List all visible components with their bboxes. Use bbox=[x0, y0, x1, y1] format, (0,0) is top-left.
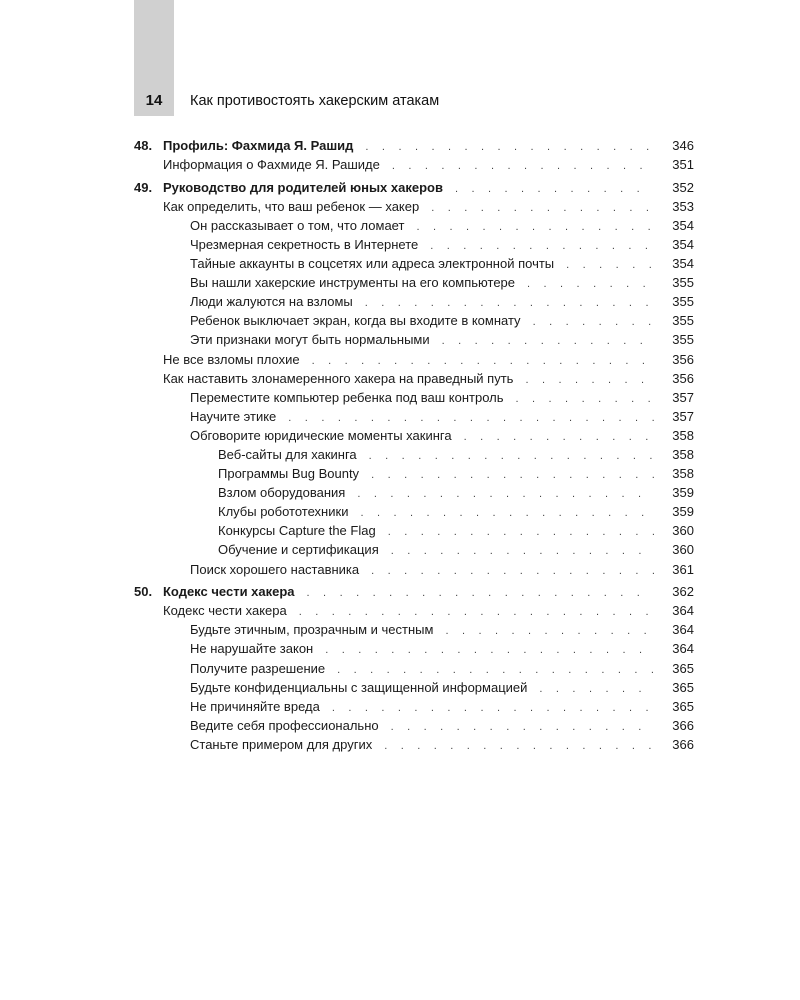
toc-title: Как определить, что ваш ребенок — хакер bbox=[163, 198, 420, 214]
running-title: Как противостоять хакерским атакам bbox=[190, 93, 440, 109]
toc-title: Ведите себя профессионально bbox=[190, 717, 379, 733]
toc-title: Тайные аккаунты в соцсетях или адреса электронной почты bbox=[190, 256, 555, 272]
toc-page-number: 364 bbox=[672, 622, 694, 638]
toc-title: Чрезмерная секретность в Интернете bbox=[190, 236, 419, 252]
toc-page-number: 364 bbox=[672, 641, 694, 657]
toc-entry[interactable] bbox=[134, 197, 694, 216]
toc-page-number: 365 bbox=[672, 660, 694, 676]
toc-page-number: 356 bbox=[672, 370, 694, 386]
toc-page-number: 361 bbox=[672, 561, 694, 577]
toc-page-number: 358 bbox=[672, 427, 694, 443]
dot-leader bbox=[371, 562, 654, 581]
toc-title: Не причиняйте вреда bbox=[190, 698, 320, 714]
toc-entry[interactable] bbox=[134, 330, 694, 349]
toc-page-number: 365 bbox=[672, 698, 694, 714]
toc-entry[interactable] bbox=[134, 407, 694, 426]
toc-title: Люди жалуются на взломы bbox=[190, 294, 353, 310]
toc-entry[interactable] bbox=[134, 502, 694, 521]
toc-page-number: 354 bbox=[672, 217, 694, 233]
toc-page-number: 366 bbox=[672, 736, 694, 752]
toc-entry[interactable] bbox=[134, 311, 694, 330]
toc-title: Клубы робототехники bbox=[218, 504, 349, 520]
toc-page-number: 359 bbox=[672, 485, 694, 501]
toc-page-number: 365 bbox=[672, 679, 694, 695]
toc-entry[interactable] bbox=[134, 369, 694, 388]
toc-entry[interactable] bbox=[134, 620, 694, 639]
toc-title: Вы нашли хакерские инструменты на его компьютере bbox=[190, 275, 516, 291]
toc-page-number: 358 bbox=[672, 466, 694, 482]
toc-entry[interactable] bbox=[134, 292, 694, 311]
toc-title: Станьте примером для других bbox=[190, 736, 373, 752]
toc-title: Конкурсы Capture the Flag bbox=[218, 523, 376, 539]
toc-page-number: 366 bbox=[672, 717, 694, 733]
toc-entry[interactable] bbox=[134, 560, 694, 579]
toc-entry[interactable] bbox=[134, 235, 694, 254]
toc-title: Будьте этичным, прозрачным и честным bbox=[190, 622, 434, 638]
toc-title: Не все взломы плохие bbox=[163, 351, 300, 367]
toc-page-number: 352 bbox=[672, 179, 694, 195]
toc-entry[interactable] bbox=[134, 521, 694, 540]
dot-leader bbox=[384, 737, 654, 756]
toc-title: Кодекс чести хакера bbox=[163, 603, 287, 619]
toc-entry[interactable] bbox=[134, 464, 694, 483]
toc-page-number: 355 bbox=[672, 294, 694, 310]
toc-page-number: 358 bbox=[672, 447, 694, 462]
toc-entry[interactable] bbox=[134, 639, 694, 658]
toc-title: Обучение и сертификация bbox=[218, 542, 379, 558]
toc-title: Будьте конфиденциальны с защищенной информацией bbox=[190, 679, 528, 695]
toc-chapter[interactable] bbox=[134, 178, 694, 197]
toc-title: Кодекс чести хакера bbox=[163, 584, 295, 600]
toc-title: Научите этике bbox=[190, 408, 277, 424]
toc-entry[interactable] bbox=[134, 540, 694, 559]
toc-page-number: 351 bbox=[672, 157, 694, 173]
toc-title: Он рассказывает о том, что ломает bbox=[190, 217, 405, 233]
toc-entry[interactable] bbox=[134, 601, 694, 620]
toc-page-number: 354 bbox=[672, 236, 694, 252]
toc-entry[interactable] bbox=[134, 426, 694, 445]
toc-page-number: 353 bbox=[672, 198, 694, 214]
toc-entry[interactable] bbox=[134, 483, 694, 502]
toc-entry[interactable] bbox=[134, 155, 694, 174]
toc-title: Поиск хорошего наставника bbox=[190, 561, 360, 577]
toc-page-number: 355 bbox=[672, 275, 694, 291]
toc-page-number: 359 bbox=[672, 504, 694, 520]
toc-entry[interactable] bbox=[134, 716, 694, 735]
toc-entry[interactable] bbox=[134, 659, 694, 678]
toc-title: Профиль: Фахмида Я. Рашид bbox=[163, 138, 354, 153]
toc-title: Информация о Фахмиде Я. Рашиде bbox=[163, 157, 380, 173]
dot-leader bbox=[392, 157, 654, 176]
toc-entry[interactable] bbox=[134, 388, 694, 407]
chapter-number: 48. bbox=[134, 138, 153, 153]
toc-entry[interactable] bbox=[134, 445, 694, 464]
toc-title: Ребенок выключает экран, когда вы входите в комнату bbox=[190, 313, 521, 329]
toc-chapter[interactable] bbox=[134, 582, 694, 601]
toc-title: Эти признаки могут быть нормальными bbox=[190, 332, 430, 348]
toc-page-number: 354 bbox=[672, 256, 694, 272]
toc-page-number: 357 bbox=[672, 408, 694, 424]
chapter-number: 49. bbox=[134, 179, 153, 195]
toc-title: Получите разрешение bbox=[190, 660, 326, 676]
toc-title: Обговорите юридические моменты хакинга bbox=[190, 427, 452, 443]
toc-title: Взлом оборудования bbox=[218, 485, 346, 501]
toc-title: Программы Bug Bounty bbox=[218, 466, 360, 482]
toc-entry[interactable] bbox=[134, 678, 694, 697]
toc-title: Переместите компьютер ребенка под ваш контроль bbox=[190, 389, 504, 405]
toc-page-number: 360 bbox=[672, 542, 694, 558]
toc-entry[interactable] bbox=[134, 735, 694, 754]
toc-title: Веб-сайты для хакинга bbox=[218, 447, 357, 462]
toc-entry[interactable] bbox=[134, 350, 694, 369]
toc-page-number: 346 bbox=[672, 138, 694, 153]
toc-page-number: 362 bbox=[672, 584, 694, 600]
toc-title: Руководство для родителей юных хакеров bbox=[163, 179, 443, 195]
toc-page-number: 355 bbox=[672, 332, 694, 348]
toc-page-number: 355 bbox=[672, 313, 694, 329]
toc-page-number: 364 bbox=[672, 603, 694, 619]
toc-title: Не нарушайте закон bbox=[190, 641, 314, 657]
toc-page-number: 360 bbox=[672, 523, 694, 539]
toc-entry[interactable] bbox=[134, 697, 694, 716]
toc-entry[interactable] bbox=[134, 216, 694, 235]
toc-chapter[interactable] bbox=[134, 136, 694, 155]
toc-page-number: 357 bbox=[672, 389, 694, 405]
toc-page-number: 356 bbox=[672, 351, 694, 367]
toc-entry[interactable] bbox=[134, 254, 694, 273]
chapter-number: 50. bbox=[134, 584, 153, 600]
toc-entry[interactable] bbox=[134, 273, 694, 292]
table-of-contents bbox=[134, 136, 694, 754]
toc-title: Как наставить злонамеренного хакера на праведный путь bbox=[163, 370, 514, 386]
page-number: 14 bbox=[145, 92, 163, 109]
